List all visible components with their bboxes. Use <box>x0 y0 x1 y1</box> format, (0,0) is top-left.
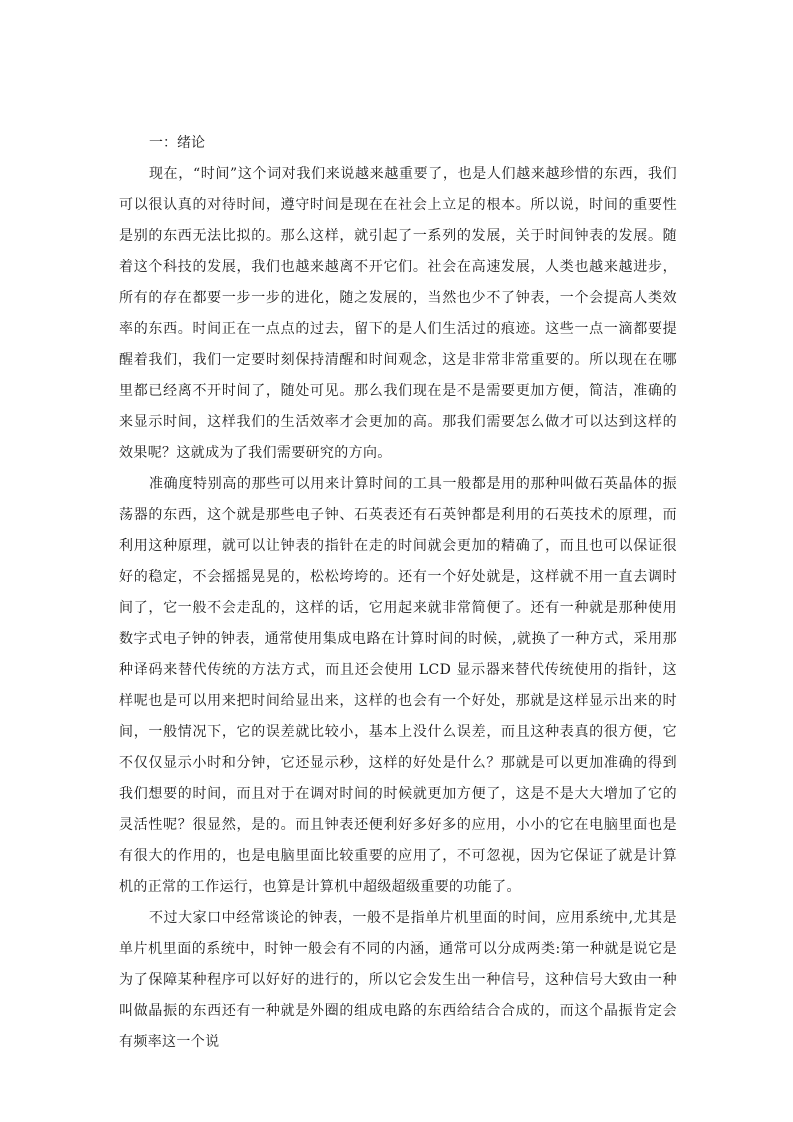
paragraph-3: 不过大家口中经常谈论的钟表，一般不是指单片机里面的时间，应用系统中,尤其是单片机里面的系统中，时钟一般会有不同的内涵，通常可以分成两类:第一种就是说它是为了保障某种程序可以好好的进行的，所以它会发生出一种信号，这种信号大致由一种叫做晶振的东西还有一种就是外圈的组成电路的东西给结合合成的，而这个晶振肯定会有频率这一个说 <box>119 910 677 1050</box>
paragraph-1: 现在，“时间”这个词对我们来说越来越重要了，也是人们越来越珍惜的东西，我们可以很认真的对待时间，遵守时间是现在在社会上立足的根本。所以说，时间的重要性是别的东西无法比拟的。那么这样，就引起了一系列的发展，关于时间钟表的发展。随着这个科技的发展，我们也越来越离不开它们。社会在高速发展，人类也越来越进步，所有的存在都要一步一步的进化，随之发展的，当然也少不了钟表，一个会提高人类效率的东西。时间正在一点点的过去，留下的是人们生活过的痕迹。这些一点一滴都要提醒着我们，我们一定要时刻保持清醒和时间观念，这是非常非常重要的。所以现在在哪里都已经离不开时间了，随处可见。那么我们现在是不是需要更加方便，简洁，准确的来显示时间，这样我们的生活效率才会更加的高。那我们需要怎么做才可以达到这样的效果呢？这就成为了我们需要研究的方向。 <box>119 166 677 461</box>
document-body <box>119 128 677 1058</box>
section-heading: 一：绪论 <box>149 135 205 151</box>
paragraph-2: 准确度特别高的那些可以用来计算时间的工具一般都是用的那种叫做石英晶体的振荡器的东西，这个就是那些电子钟、石英表还有石英钟都是利用的石英技术的原理，而利用这种原理，就可以让钟表的指针在走的时间就会更加的精确了，而且也可以保证很好的稳定，不会摇摇晃晃的，松松垮垮的。还有一个好处就是，这样就不用一直去调时间了，它一般不会走乱的，这样的话，它用起来就非常简便了。还有一种就是那种使用数字式电子钟的钟表，通常使用集成电路在计算时间的时候，,就换了一种方式，采用那种译码来替代传统的方法方式，而且还会使用 LCD 显示器来替代传统使用的指针，这样呢也是可以用来把时间给显出来，这样的也会有一个好处，那就是这样显示出来的时间，一般情况下，它的误差就比较小，基本上没什么误差，而且这种表真的很方便，它不仅仅显示小时和分钟，它还显示秒，这样的好处是什么？那就是可以更加准确的得到我们想要的时间，而且对于在调对时间的时候就更加方便了，这是不是大大增加了它的灵活性呢？很显然，是的。而且钟表还便利好多好多的应用，小小的它在电脑里面也是有很大的作用的，也是电脑里面比较重要的应用了，不可忽视，因为它保证了就是计算机的正常的工作运行，也算是计算机中超级超级重要的功能了。 <box>119 476 677 895</box>
